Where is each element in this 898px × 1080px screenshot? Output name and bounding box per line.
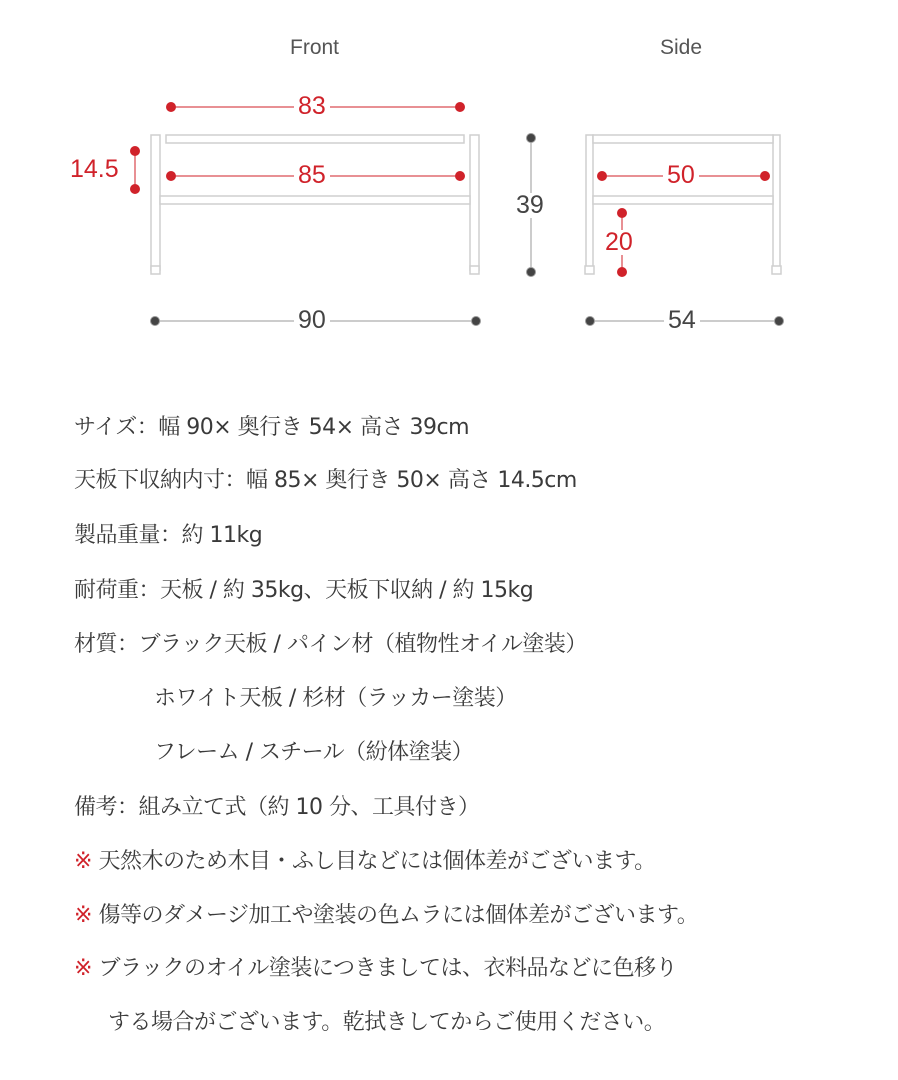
dim-label-90: 90 [294,308,330,333]
spec-size: サイズ：幅 90× 奥行き 54× 高さ 39cm [74,415,470,440]
caution-mark-icon: ※ [74,903,92,928]
dim-label-85: 85 [294,163,330,188]
dimension-diagram [0,0,898,360]
dim-label-54: 54 [664,308,700,333]
dim-label-14-5: 14.5 [70,155,119,183]
front-frame [151,135,479,274]
front-view-title: Front [290,36,340,59]
spec-weight: 製品重量：約 11kg [74,523,263,548]
dim-label-20: 20 [601,230,637,255]
dim-label-50: 50 [663,163,699,188]
spec-notes: 備考：組み立て式（約 10 分、工具付き） [74,795,480,820]
dim-label-83: 83 [294,94,330,119]
spec-material-1: 材質：ブラック天板 / パイン材（植物性オイル塗装） [74,632,587,657]
caution-3: ※ ブラックのオイル塗装につきましては、衣料品などに色移り [74,956,677,981]
caution-mark-icon: ※ [74,956,92,981]
front-dim-14-5 [131,147,140,194]
spec-material-3: フレーム / スチール（紛体塗装） [154,740,474,765]
caution-2: ※ 傷等のダメージ加工や塗装の色ムラには個体差がございます。 [74,903,699,928]
side-view-title: Side [660,36,703,59]
frame-drawing [0,0,898,360]
spec-load: 耐荷重：天板 / 約 35kg、天板下収納 / 約 15kg [74,578,534,603]
caution-1: ※ 天然木のため木目・ふし目などには個体差がございます。 [74,849,656,874]
spec-storage-inner: 天板下収納内寸：幅 85× 奥行き 50× 高さ 14.5cm [74,468,577,493]
spec-material-2: ホワイト天板 / 杉材（ラッカー塗装） [154,686,517,711]
caution-3-continuation: する場合がございます。乾拭きしてからご使用ください。 [108,1010,666,1035]
dim-label-39: 39 [512,193,548,218]
caution-mark-icon: ※ [74,849,92,874]
